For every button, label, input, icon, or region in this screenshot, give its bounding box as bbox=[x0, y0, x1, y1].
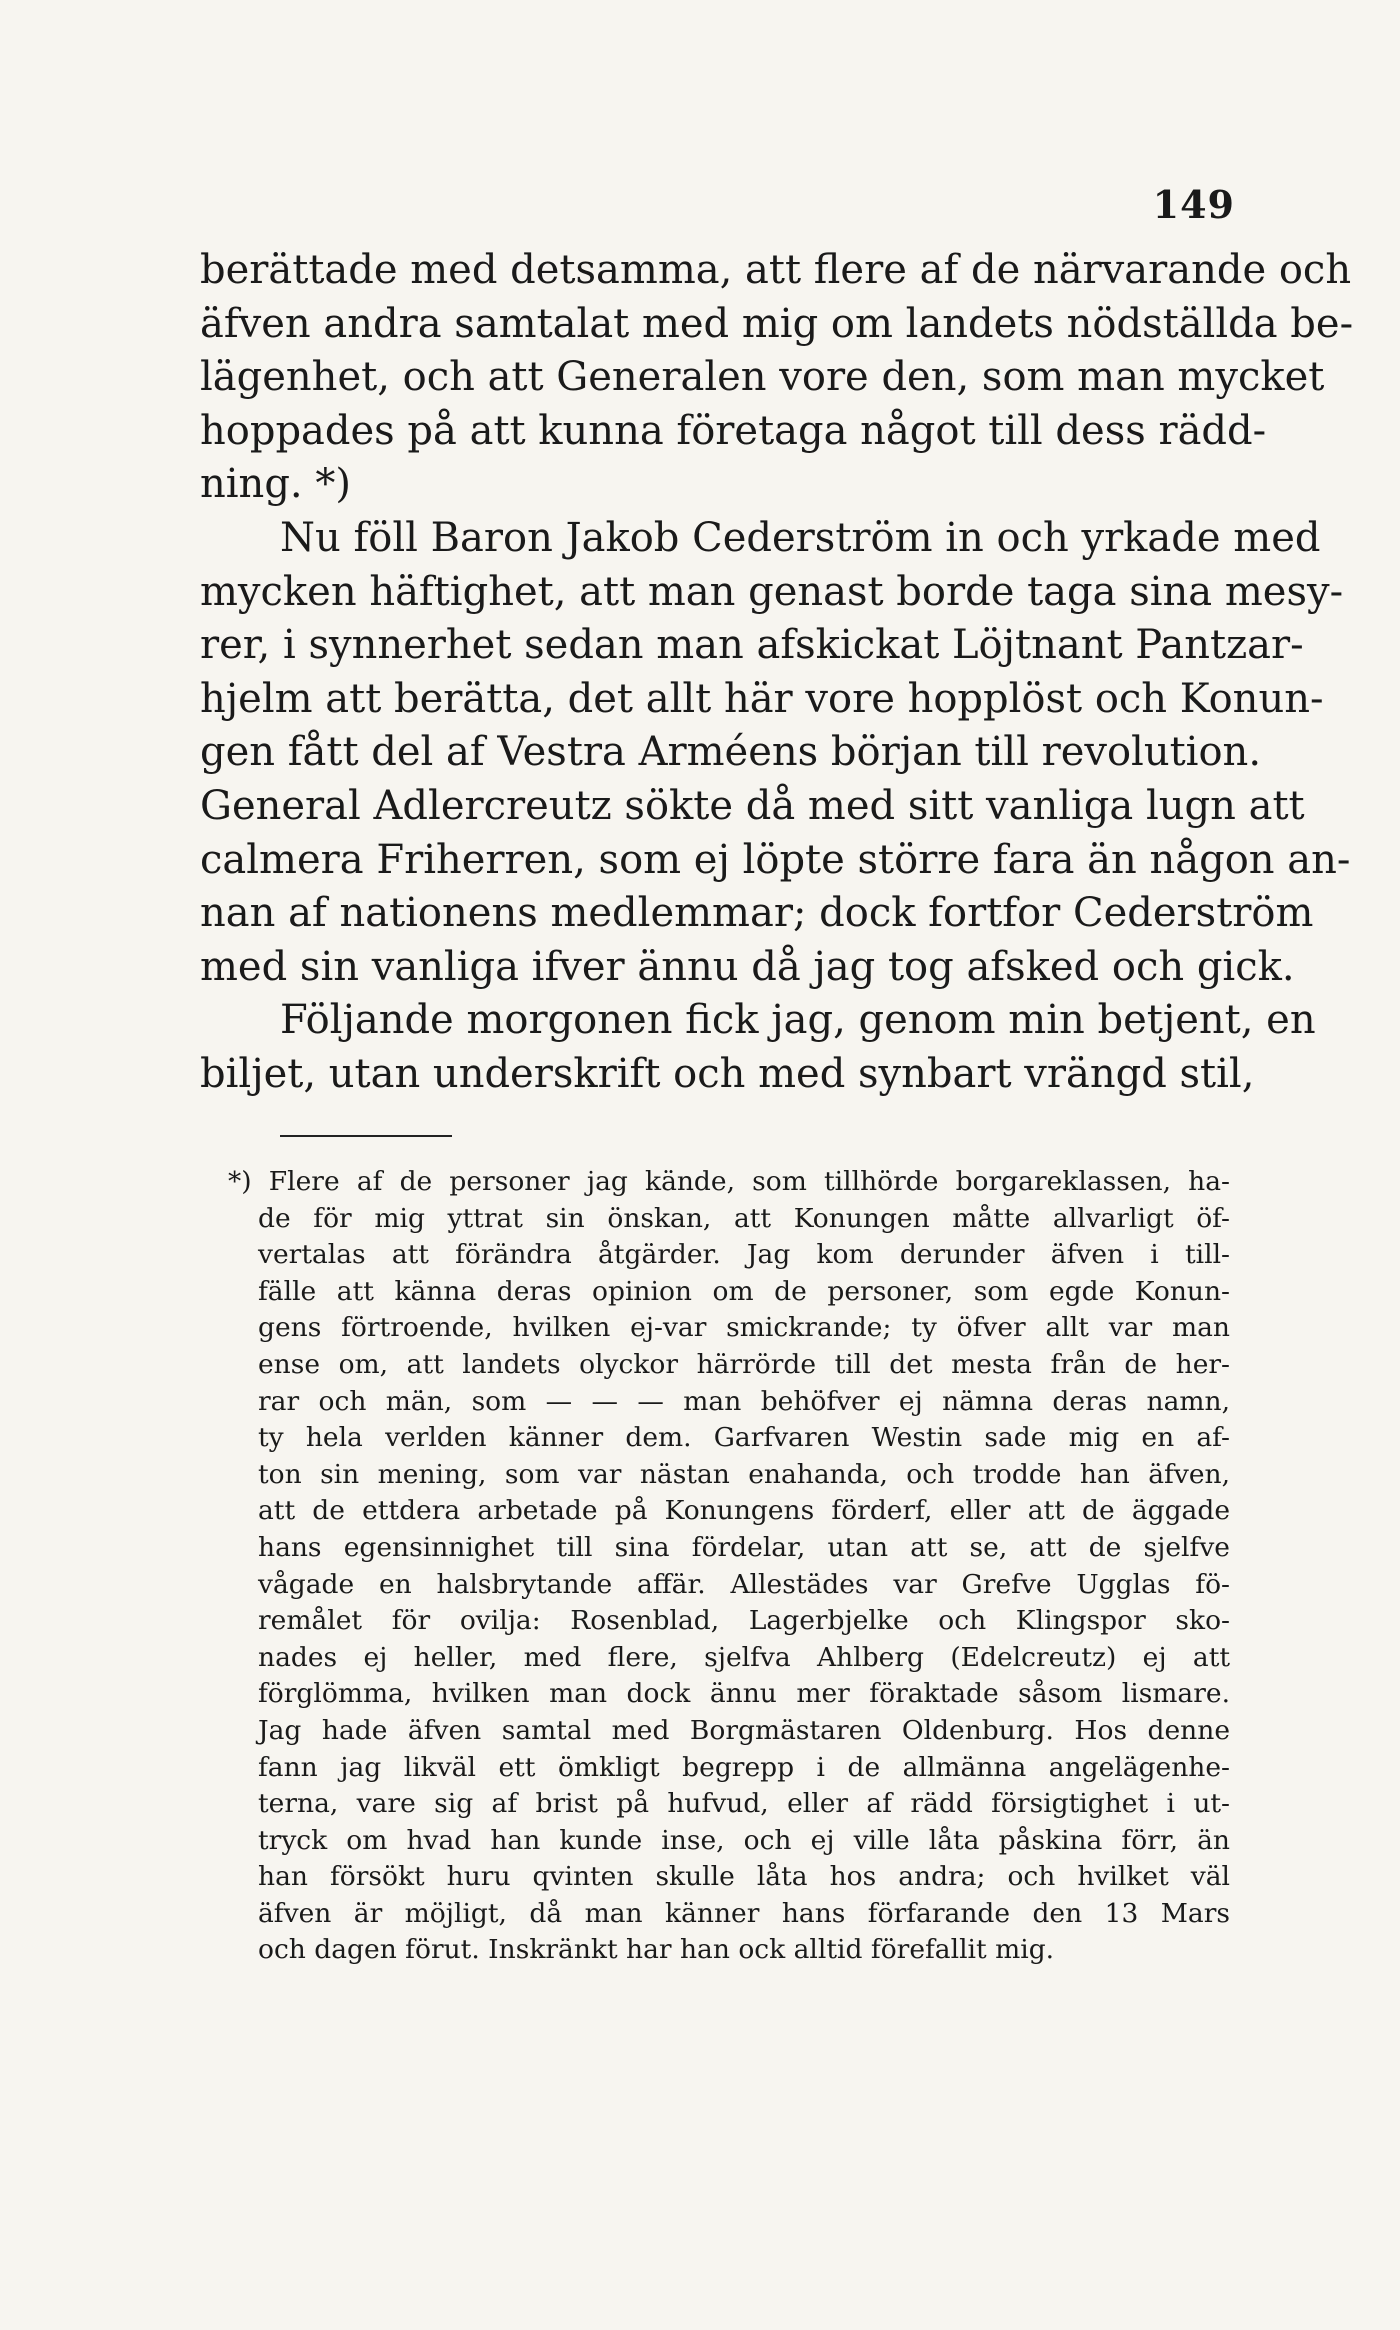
main-text-line: med sin vanliga ifver ännu då jag tog afsked och gick. bbox=[200, 943, 1295, 990]
footnote-line: ense om, att landets olyckor härrörde till det mesta från de her- bbox=[258, 1348, 1230, 1380]
footnote-block bbox=[228, 1164, 1230, 1969]
main-text-block bbox=[200, 244, 1354, 1102]
main-text-line: Nu föll Baron Jakob Cederström in och yrkade med bbox=[280, 514, 1321, 561]
main-text-line: gen fått del af Vestra Arméens början till revolution. bbox=[200, 729, 1262, 776]
footnote-line: ty hela verlden känner dem. Garfvaren Westin sade mig en af- bbox=[258, 1422, 1230, 1454]
footnote-line: förglömma, hvilken man dock ännu mer föraktade såsom lismare. bbox=[258, 1678, 1230, 1710]
footnote-line: rar och män, som — — — man behöfver ej nämna deras namn, bbox=[258, 1385, 1230, 1417]
footnote-line: nades ej heller, med flere, sjelfva Ahlberg (Edelcreutz) ej att bbox=[258, 1641, 1230, 1673]
main-text-line: äfven andra samtalat med mig om landets nödställda be- bbox=[200, 300, 1354, 347]
footnote-line: vertalas att förändra åtgärder. Jag kom derunder äfven i till- bbox=[258, 1239, 1230, 1271]
footnote-line: ton sin mening, som var nästan enahanda, och trodde han äfven, bbox=[258, 1458, 1230, 1490]
main-text-line: rer, i synnerhet sedan man afskickat Löjtnant Pantzar- bbox=[200, 622, 1304, 669]
main-text-line: lägenhet, och att Generalen vore den, som man mycket bbox=[200, 354, 1325, 401]
footnote-line: fann jag likväl ett ömkligt begrepp i de allmänna angelägenhe- bbox=[258, 1751, 1230, 1783]
footnote-divider bbox=[280, 1135, 452, 1137]
main-text-line: mycken häftighet, att man genast borde taga sina mesy- bbox=[200, 568, 1344, 615]
footnote-line: gens förtroende, hvilken ej-var smickrande; ty öfver allt var man bbox=[258, 1312, 1230, 1344]
footnote-line: tryck om hvad han kunde inse, och ej ville låta påskina förr, än bbox=[258, 1824, 1230, 1856]
main-text-line: berättade med detsamma, att flere af de närvarande och bbox=[200, 247, 1352, 293]
main-text-line: ning. *) bbox=[200, 461, 351, 508]
footnote-line: han försökt huru qvinten skulle låta hos andra; och hvilket väl bbox=[258, 1861, 1230, 1893]
footnote-line: att de ettdera arbetade på Konungens förderf, eller att de äggade bbox=[258, 1495, 1230, 1527]
main-text-line: calmera Friherren, som ej löpte större fara än någon an- bbox=[200, 836, 1351, 883]
main-text-line: Följande morgonen fick jag, genom min betjent, en bbox=[280, 997, 1316, 1044]
main-text-line: hjelm att berätta, det allt här vore hopplöst och Konun- bbox=[200, 675, 1324, 722]
footnote-line: vågade en halsbrytande affär. Allestädes var Grefve Ugglas fö- bbox=[258, 1568, 1230, 1600]
footnote-line: Jag hade äfven samtal med Borgmästaren Oldenburg. Hos denne bbox=[258, 1714, 1230, 1746]
main-text-line: General Adlercreutz sökte då med sitt vanliga lugn att bbox=[200, 782, 1305, 829]
main-text-line: nan af nationens medlemmar; dock fortfor Cederström bbox=[200, 890, 1314, 937]
footnote-line: och dagen förut. Inskränkt har han ock alltid förefallit mig. bbox=[258, 1934, 1055, 1966]
page-number: 149 bbox=[1152, 182, 1235, 227]
footnote-line: terna, vare sig af brist på hufvud, eller af rädd försigtighet i ut- bbox=[258, 1788, 1230, 1820]
main-text-line: biljet, utan underskrift och med synbart vrängd stil, bbox=[200, 1050, 1255, 1097]
footnote-line: äfven är möjligt, då man känner hans förfarande den 13 Mars bbox=[258, 1897, 1230, 1929]
footnote-line: hans egensinnighet till sina fördelar, utan att se, att de sjelfve bbox=[258, 1531, 1230, 1563]
footnote-line: fälle att känna deras opinion om de personer, som egde Konun- bbox=[258, 1275, 1230, 1307]
footnote-line: remålet för ovilja: Rosenblad, Lagerbjelke och Klingspor sko- bbox=[258, 1605, 1230, 1637]
main-text-line: hoppades på att kunna företaga något till dess rädd- bbox=[200, 407, 1267, 454]
footnote-line: *) Flere af de personer jag kände, som tillhörde borgareklassen, ha- bbox=[228, 1166, 1230, 1197]
footnote-line: de för mig yttrat sin önskan, att Konungen måtte allvarligt öf- bbox=[258, 1202, 1230, 1234]
